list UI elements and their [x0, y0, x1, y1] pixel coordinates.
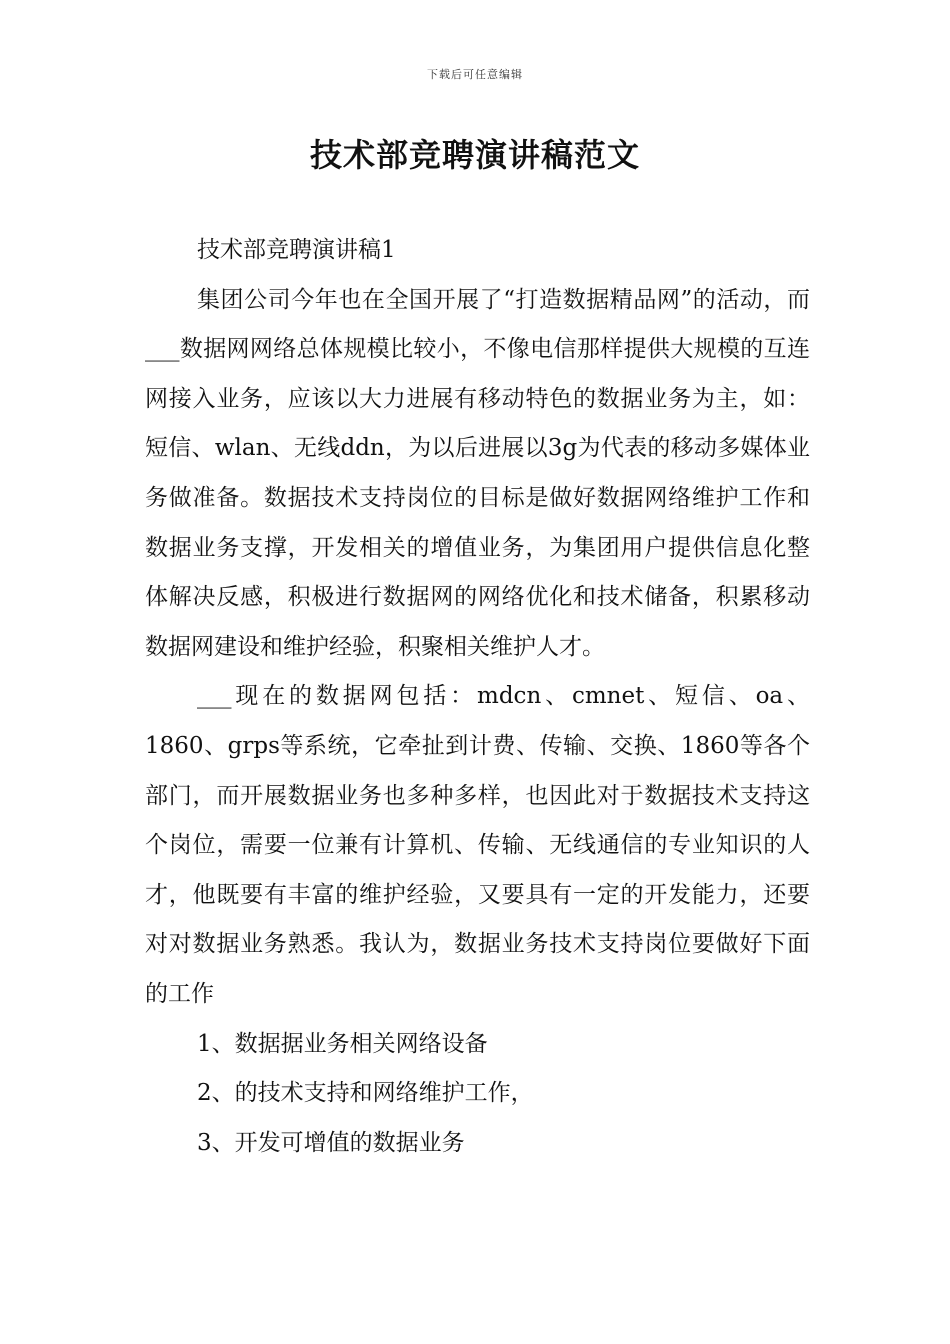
list-item: 3、开发可增值的数据业务	[197, 1129, 465, 1156]
document-body	[145, 226, 810, 1168]
header-note: 下载后可任意编辑	[427, 68, 523, 81]
paragraph: 集团公司今年也在全国开展了“打造数据精品网”的活动，而___数据网网络总体规模比较小，不像电信那样提供大规模的互连网接入业务，应该以大力进展有移动特色的数据业务为主，如：短信、wlan、无线ddn，为以后进展以3g为代表的移动多媒体业务做准备。数据技术支持岗位的目标是做好数据网络维护工作和数据业务支撑，开发相关的增值业务，为集团用户提供信息化整体解决反感，积极进行数据网的网络优化和技术储备，积累移动数据网建设和维护经验，积聚相关维护人才。	[145, 286, 810, 660]
list-item: 2、的技术支持和网络维护工作，	[197, 1080, 534, 1107]
page-title: 技术部竞聘演讲稿范文	[309, 136, 640, 174]
section-heading: 技术部竞聘演讲稿1	[197, 237, 396, 263]
list-item: 1、数据据业务相关网络设备	[197, 1030, 488, 1057]
paragraph: ___现在的数据网包括：mdcn、cmnet、短信、oa、1860、grps等系统，它牵扯到计费、传输、交换、1860等各个部门，而开展数据业务也多种多样，也因此对于数据技术支持这个岗位，需要一位兼有计算机、传输、无线通信的专业知识的人才，他既要有丰富的维护经验，又要具有一定的开发能力，还要对对数据业务熟悉。我认为，数据业务技术支持岗位要做好下面的工作	[145, 683, 810, 1007]
